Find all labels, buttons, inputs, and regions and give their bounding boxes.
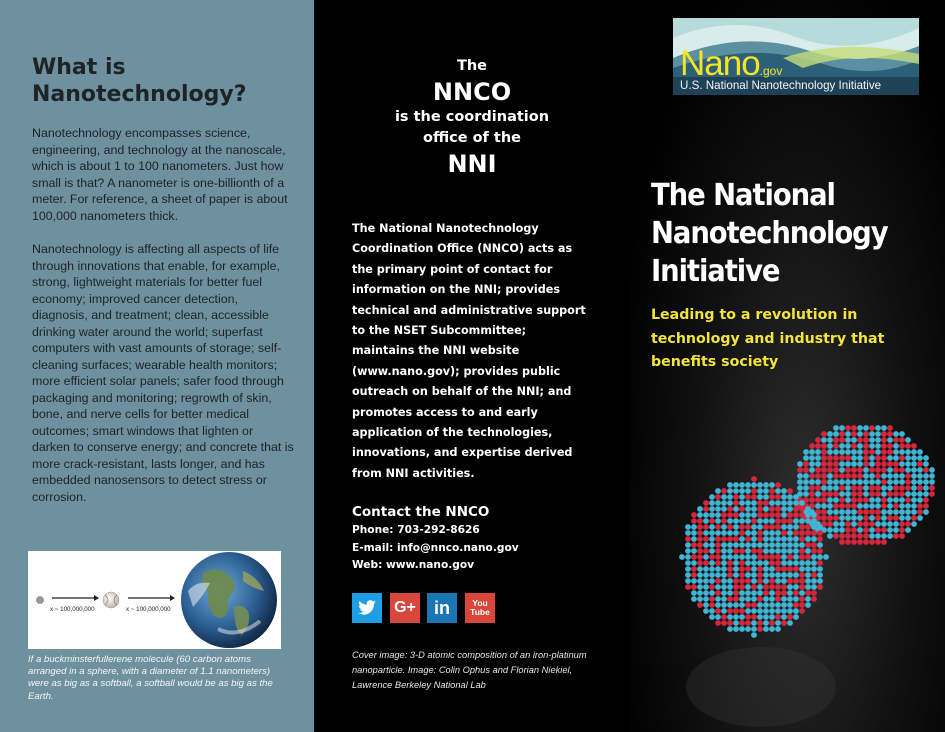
- youtube-icon-line-2: Tube: [470, 607, 490, 617]
- cover-image-credit: Cover image: 3-D atomic composition of an iron-platinum nanoparticle. Image: Colin Ophus and Florian Niekiel, Lawrence Berkeley National Lab: [352, 650, 587, 690]
- linkedin-icon: in: [434, 597, 450, 618]
- twitter-icon: [357, 600, 377, 616]
- contact-web[interactable]: Web: www.nano.gov: [352, 559, 475, 571]
- nnco-description: The National Nanotechnology Coordination Office (NNCO) acts as the primary point of contact for information on the NNI; provides technical and administrative support to the NSET Subcommittee; maintains the NNI website (www.nano.gov); provides public outreach on behalf of the NNI; and promotes access to and early application of the technologies, innovations, and expertise derived from NNI activities.: [352, 222, 586, 480]
- left-paragraph-1: Nanotechnology encompasses science, engineering, and technology at the nanoscale, which is about 1 to 100 nanometers. Just how small is that? A nanometer is one-billionth of a meter. For reference, a sheet of paper is about 100,000 nanometers thick.: [32, 126, 288, 223]
- linkedin-button[interactable]: [427, 593, 457, 623]
- nnco-heading: [314, 56, 630, 179]
- scale-label-2: x ~ 100,000,000: [126, 606, 171, 613]
- brochure-tagline: Leading to a revolution in technology and industry that benefits society: [651, 307, 885, 370]
- heading-line-5: NNI: [447, 150, 497, 178]
- nanoparticle-image: [676, 412, 945, 732]
- contact-phone[interactable]: Phone: 703-292-8626: [352, 524, 480, 536]
- logo-nano-text: Nano.gov: [680, 44, 783, 83]
- left-panel-title: What is Nanotechnology?: [32, 55, 247, 107]
- youtube-button[interactable]: [465, 593, 495, 623]
- contact-title: Contact the NNCO: [352, 504, 490, 520]
- heading-line-1: The: [456, 58, 488, 74]
- heading-line-3: is the coordination: [394, 109, 550, 125]
- brochure-title: The National Nanotechnology Initiative: [651, 178, 888, 289]
- left-paragraph-2: Nanotechnology is affecting all aspects of life through innovations that enable, for example, strong, lightweight materials for better fuel economy; improved cancer detection, diagnosis, and treatment; clean, accessible drinking water around the world; superfast computers with vast amounts of storage; self-cleaning surfaces; wearable health monitors; more efficient solar panels; safer food through packaging and monitoring; regrowth of skin, bone, and nerve cells for better medical outcomes; smart windows that lighten or darken to conserve energy; and concrete that is more crack-resistant, lasts longer, and has embedded nanosensors to detect stress or corrosion.: [32, 242, 294, 504]
- illustration-caption: If a buckminsterfullerene molecule (60 carbon atoms arranged in a sphere, with a diameter of 1.1 nanometers) were as big as a softball, a softball would be as big as the Earth.: [28, 654, 273, 702]
- heading-line-2: NNCO: [432, 78, 512, 106]
- scale-illustration: [28, 551, 281, 649]
- logo-subtitle: U.S. National Nanotechnology Initiative: [680, 79, 882, 92]
- contact-email[interactable]: E-mail: info@nnco.nano.gov: [352, 542, 519, 554]
- nano-gov-logo[interactable]: [673, 18, 919, 95]
- heading-line-4: office of the: [422, 130, 522, 146]
- youtube-icon-line-1: You: [472, 598, 488, 608]
- scale-label-1: x ~ 100,000,000: [50, 606, 95, 613]
- twitter-button[interactable]: [352, 593, 382, 623]
- googleplus-button[interactable]: [390, 593, 420, 623]
- googleplus-icon: G+: [394, 599, 416, 616]
- earth-icon: [181, 552, 277, 648]
- molecule-icon: [37, 597, 44, 604]
- softball-icon: [103, 592, 119, 608]
